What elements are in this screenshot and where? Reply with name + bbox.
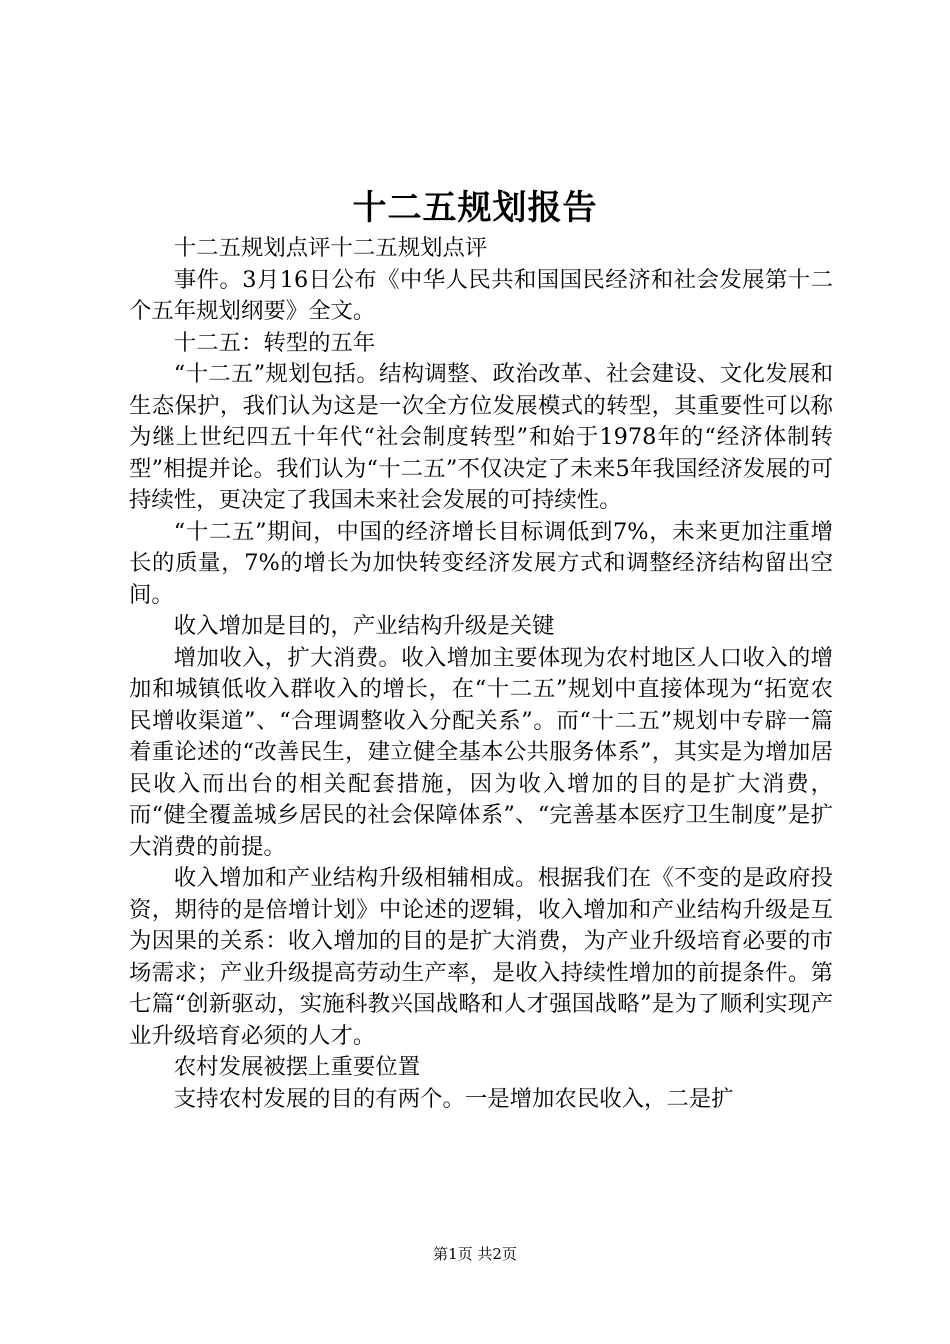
paragraph-rural-support: 支持农村发展的目的有两个。一是增加农民收入，二是扩 (173, 1085, 734, 1112)
paragraph-event: 事件。3月16日公布《中华人民共和国国民经济和社会发展第十二个五年规划纲要》全文。 (129, 266, 833, 324)
paragraph-increase-income: 增加收入，扩大消费。收入增加主要体现为农村地区人口收入的增加和城镇低收入群收入的增长，在“十二五”规划中直接体现为“拓宽农民增收渠道”、“合理调整收入分配关系”。而“十二五”规划中专辟一篇着重论述的“改善民生，建立健全基本公共服务体系”，其实是为增加居民收入而出台的相关配套措施，因为收入增加的目的是扩大消费，而“健全覆盖城乡居民的社会保障体系”、“完善基本医疗卫生制度”是扩大消费的前提。 (129, 644, 833, 860)
section-heading-rural: 农村发展被摆上重要位置 (173, 1054, 421, 1080)
page-number-footer: 第1页 共2页 (433, 1245, 517, 1263)
paragraph-plan-contents: “十二五”规划包括。结构调整、政治改革、社会建设、文化发展和生态保护，我们认为这是一次全方位发展模式的转型，其重要性可以称为继上世纪四五十年代“社会制度转型”和始于1978年的“经济体制转型”相提并论。我们认为“十二五”不仅决定了未来5年我国经济发展的可持续性，更决定了我国未来社会发展的可持续性。 (129, 361, 833, 513)
section-heading-transition: 十二五：转型的五年 (173, 329, 376, 356)
section-heading-income: 收入增加是目的，产业结构升级是关键 (173, 613, 555, 639)
document-title: 十二五规划报告 (352, 188, 598, 228)
paragraph-subtitle: 十二五规划点评十二五规划点评 (173, 235, 488, 261)
paragraph-growth-target: “十二五”期间，中国的经济增长目标调低到7%，未来更加注重增长的质量，7%的增长为加快转变经济发展方式和调整经济结构留出空间。 (129, 518, 833, 608)
paragraph-income-industry: 收入增加和产业结构升级相辅相成。根据我们在《不变的是政府投资，期待的是倍增计划》中论述的逻辑，收入增加和产业结构升级是互为因果的关系：收入增加的目的是扩大消费，为产业升级培育必要的市场需求；产业升级提高劳动生产率，是收入持续性增加的前提条件。第七篇“创新驱动，实施科教兴国战略和人才强国战略”是为了顺利实现产业升级培育必须的人才。 (129, 865, 833, 1049)
document-body (129, 233, 833, 1115)
